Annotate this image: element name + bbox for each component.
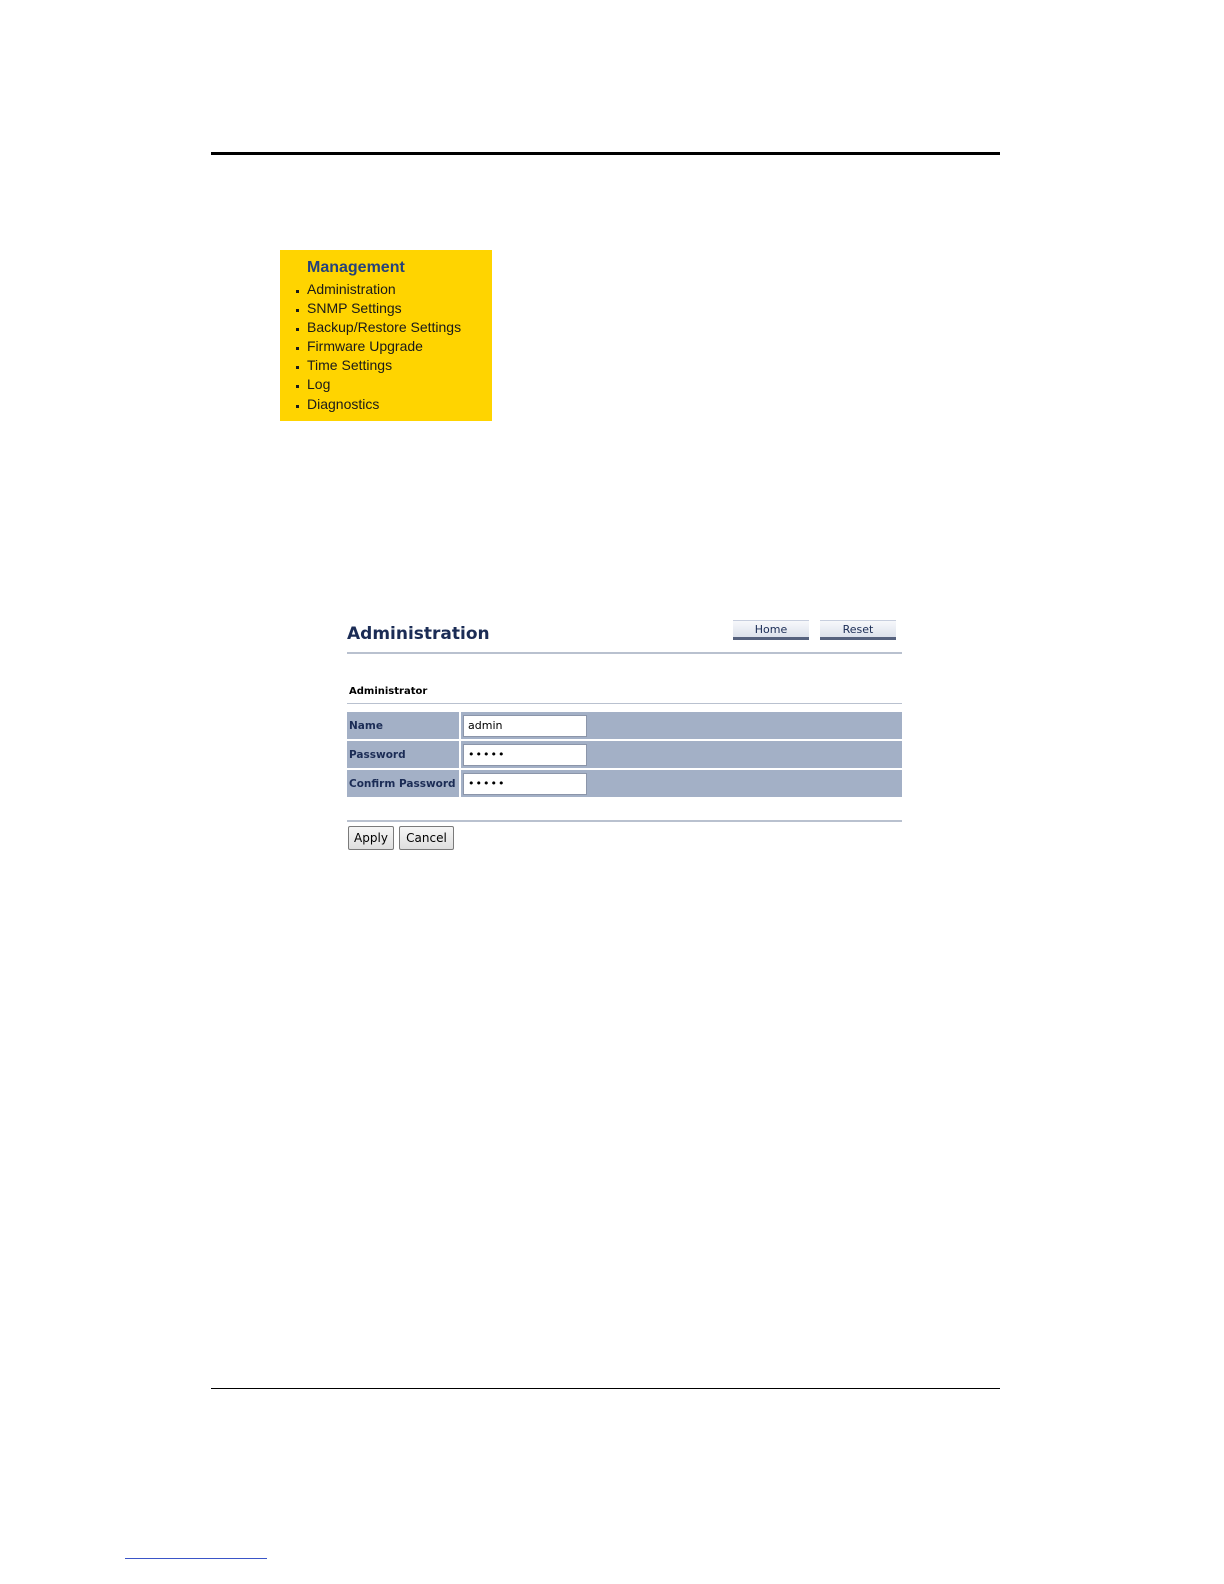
administrator-form	[347, 710, 902, 799]
menu-item-backup-restore[interactable]	[280, 318, 492, 337]
menu-item-log[interactable]	[280, 375, 492, 394]
confirm-password-cell	[461, 770, 902, 797]
confirm-password-input[interactable]	[463, 773, 587, 795]
name-input[interactable]	[463, 715, 587, 737]
password-input[interactable]	[463, 744, 587, 766]
bullet-icon	[296, 309, 299, 312]
menu-item-administration[interactable]	[280, 280, 492, 299]
name-label: Name	[347, 712, 461, 739]
menu-item-label: Time Settings	[307, 357, 393, 374]
form-row-confirm-password	[347, 770, 902, 797]
menu-item-diagnostics[interactable]	[280, 395, 492, 414]
reset-button[interactable]: Reset	[820, 620, 896, 640]
page-title: Administration	[347, 624, 490, 644]
confirm-password-label: Confirm Password	[347, 770, 461, 797]
name-cell	[461, 712, 902, 739]
form-bottom-divider	[347, 820, 902, 822]
management-menu-list	[280, 280, 492, 414]
menu-item-label: SNMP Settings	[307, 300, 402, 317]
bullet-icon	[296, 290, 299, 293]
header-divider	[347, 652, 902, 654]
bullet-icon	[296, 405, 299, 408]
panel-header	[347, 616, 902, 652]
cancel-button[interactable]: Cancel	[399, 826, 454, 850]
page-top-rule	[211, 152, 1000, 155]
menu-item-label: Administration	[307, 281, 396, 297]
bullet-icon	[296, 366, 299, 369]
password-label: Password	[347, 741, 461, 768]
bullet-icon	[296, 328, 299, 331]
management-menu-title: Management	[307, 259, 405, 276]
section-divider	[347, 703, 902, 704]
page-bottom-rule	[211, 1388, 1000, 1389]
menu-item-label: Log	[307, 376, 331, 393]
menu-item-snmp-settings[interactable]	[280, 299, 492, 318]
bullet-icon	[296, 385, 299, 388]
menu-item-label: Backup/Restore Settings	[307, 319, 462, 336]
section-title: Administrator	[349, 686, 428, 697]
bullet-icon	[296, 347, 299, 350]
action-row	[347, 826, 902, 850]
management-menu	[280, 250, 492, 421]
password-cell	[461, 741, 902, 768]
form-row-password	[347, 741, 902, 768]
menu-item-firmware-upgrade[interactable]	[280, 337, 492, 356]
home-button[interactable]: Home	[733, 620, 809, 640]
menu-item-label: Firmware Upgrade	[307, 338, 423, 355]
apply-button[interactable]: Apply	[348, 826, 394, 850]
menu-item-label: Diagnostics	[307, 395, 380, 412]
form-row-name	[347, 712, 902, 739]
administration-panel	[347, 616, 902, 850]
menu-item-time-settings[interactable]	[280, 356, 492, 375]
footnote-link-underline	[125, 1558, 267, 1559]
